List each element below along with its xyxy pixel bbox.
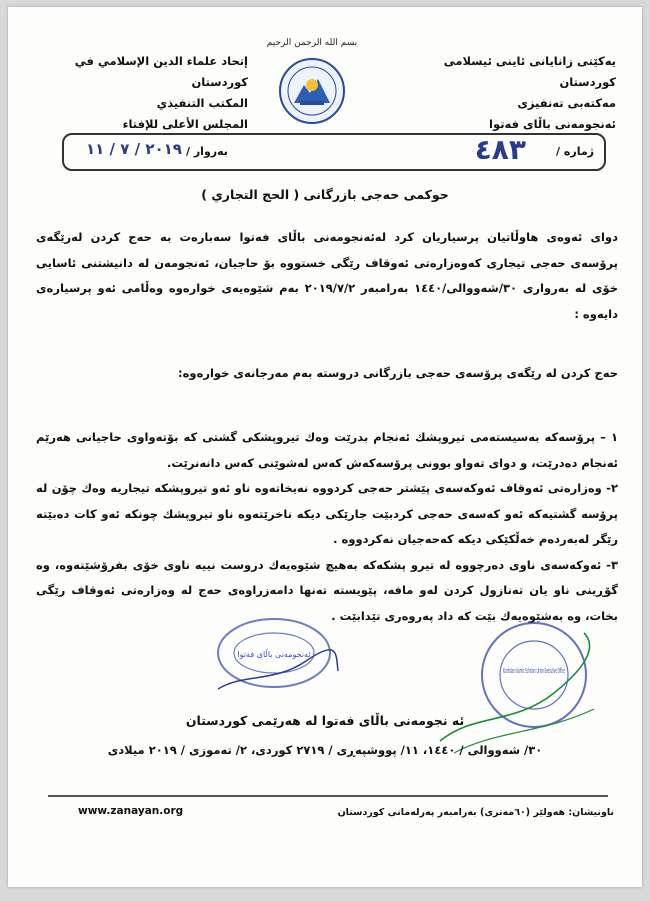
conditions-intro: حەج كردن لە رێگەی پرۆسەی حەجی بازرگانی دروستە بەم مەرجانەی خوارەوە:: [178, 366, 618, 380]
council-stamp: [214, 613, 340, 697]
footer-website[interactable]: www.zanayan.org: [78, 805, 184, 817]
condition-item-1: ١ – پرۆسەكە بەسیستەمی تیروپشك ئەنجام بدرێت وەك تیروپشكی گشتی كە بۆتەواوی حاجیانی هەرێم ئەنجام دەدرێت، و دوای تەواو بوونی پرۆسەكەش كەس لەشوێنی كەس دانەنرێت.: [36, 430, 618, 470]
header-arabic-line-1: إتحاد علماء الدين الإسلامي في كوردستان: [74, 54, 248, 89]
number-value: ٤٨٣: [474, 133, 526, 166]
basmala-text: بسم الله الرحمن الرحيم: [266, 38, 358, 48]
condition-item-2: ٢- وەزارەتی ئەوقاف ئەوكەسەی پێشتر حەجی كردووە نەیخاتەوە ناو ئەو تیروپشكە تیجاریە وەك چۆن لە پرۆسە گشتیەكە ئەو كەسەی حەجی كردبێت جارێكی دیكە ناخرێتەوە ناو تیروپشك چونكە ئەو كات دەبێتە رێگر لەبەردەم خەڵكێكی دیكە كەحەجیان نەكردووە .: [36, 481, 618, 546]
intro-paragraph: دوای ئەوەی هاوڵاتیان پرسیاریان كرد لەئەنجومەنی باڵای فەتوا سەبارەت بە حەج كردن لەرێگەی پرۆسەی حەجی تیجاری كەوەزارەتی ئەوقاف رێگی خستووە بۆ حاجیان، ئەنجومەن لە دانیشتنی ئاسایی خۆی لە بەرواری ٣٠/شەووالی/١٤٤٠ بەرامبەر ٢٠١٩/٧/٢ بەم شێوەیەی خوارەوە وەڵامی ئەو پرسیارەی دایەوە :: [36, 230, 618, 321]
condition-item-3: ٣- ئەوكەسەی ناوی دەرچووە لە تیرو پشكەكە بەهیچ شێوەیەك دروست نییە ناوی خۆی بفرۆشێتەوە، وە گۆڕینی ناو یان تەنازول كردن لەو مافە، پێویستە تەنها دامەزراوەی حەج لە وەزارەتی ئەوقاف رێگی بخات، وە بەشێوەیەك بێت كە داد پەروەری تێدابێت .: [36, 557, 618, 623]
signature-name: ئە نجومەنی باڵای فەتوا لە هەرێمی كوردستان: [185, 713, 465, 728]
conditions-list: [36, 409, 618, 629]
number-label: ژمارە /: [556, 145, 594, 158]
header-arabic-line-2: المكتب التنفيذي: [156, 96, 248, 110]
footer-address: ناونیشان: هەولێر (٦٠مەتری) بەرامبەر پەرلەمانی كوردستان: [337, 807, 614, 818]
header-kurdish: [416, 51, 616, 135]
header-arabic-line-3: المجلس الأعلى للإفتاء: [122, 117, 248, 131]
document-page: [8, 7, 642, 887]
header-kurdish-line-2: مەکتەبی تەنفیزی: [517, 96, 616, 110]
header-kurdish-line-1: یەکێتی زانایانی ئاینی ئیسلامی کوردستان: [443, 54, 616, 89]
date-label: بەروار /: [186, 145, 228, 158]
document-title: حوكمی حەجی بازرگانی ( الحج التجاري ): [201, 187, 449, 202]
footer-divider: [48, 795, 608, 797]
signature-date: ٣٠/ شەووالی / ١٤٤٠، ١١/ پووشپەڕی / ٢٧١٩ كوردی، ٢/ تەموزی / ٢٠١٩ میلادی: [107, 743, 543, 757]
date-value: ٢٠١٩ / ٧ / ١١: [86, 140, 182, 158]
reference-box: [62, 133, 606, 171]
union-logo: [264, 33, 360, 129]
header-arabic: [48, 51, 248, 135]
executive-stamp-text: Kurdistan Islamic Scholars Union Executive Office: [503, 667, 565, 675]
header-kurdish-line-3: ئەنجومەنی باڵای فەتوا: [489, 117, 616, 131]
council-stamp-text: ئەنجومەنی باڵای فەتوا: [237, 650, 311, 659]
